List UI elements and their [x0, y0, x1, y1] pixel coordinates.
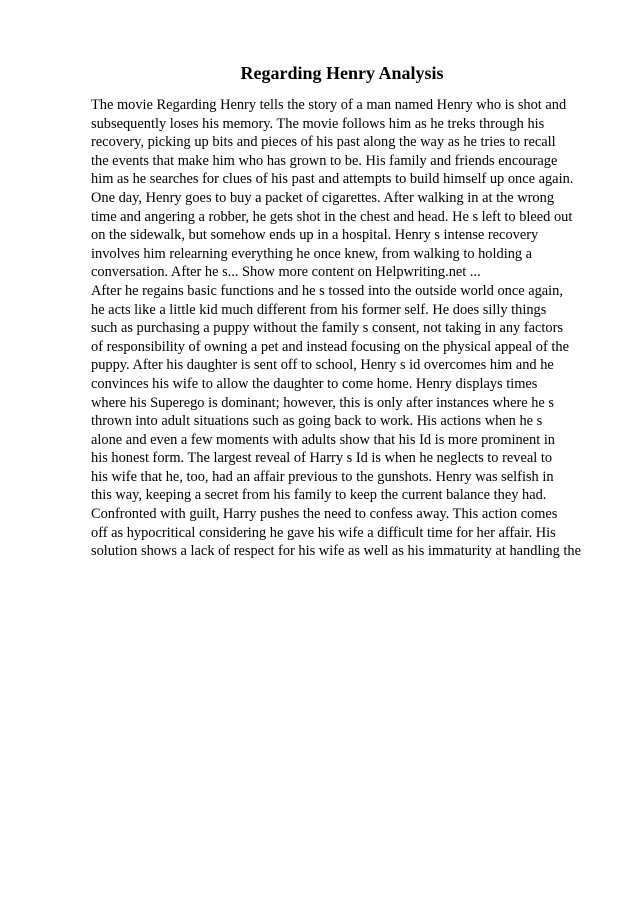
body-line: him as he searches for clues of his past and attempts to build himself up once again. [91, 171, 574, 188]
body-line: he acts like a little kid much different from his former self. He does silly things [91, 301, 547, 318]
body-line: solution shows a lack of respect for his wife as well as his immaturity at handling the [91, 543, 581, 560]
body-line: Confronted with guilt, Harry pushes the need to confess away. This action comes [91, 506, 558, 523]
body-line: on the sidewalk, but somehow ends up in a hospital. Henry s intense recovery [91, 227, 539, 244]
body-line: off as hypocritical considering he gave his wife a difficult time for her affair. His [91, 524, 556, 541]
body-line: recovery, picking up bits and pieces of his past along the way as he tries to recall [91, 134, 556, 151]
body-line: thrown into adult situations such as going back to work. His actions when he s [91, 413, 543, 430]
body-line: his honest form. The largest reveal of Harry s Id is when he neglects to reveal to [91, 450, 553, 467]
body-line: alone and even a few moments with adults show that his Id is more prominent in [91, 431, 556, 448]
body-line: his wife that he, too, had an affair previous to the gunshots. Henry was selfish in [91, 468, 554, 485]
body-line: time and angering a robber, he gets shot in the chest and head. He s left to bleed out [91, 208, 573, 225]
body-line: conversation. After he s... Show more content on Helpwriting.net ... [91, 264, 481, 281]
body-line: One day, Henry goes to buy a packet of cigarettes. After walking in at the wrong [91, 189, 555, 206]
body-line: After he regains basic functions and he s tossed into the outside world once again, [91, 282, 563, 299]
body-line: involves him relearning everything he once knew, from walking to holding a [91, 245, 533, 262]
body-line: subsequently loses his memory. The movie follows him as he treks through his [91, 115, 545, 132]
body-line: where his Superego is dominant; however, this is only after instances where he s [91, 394, 555, 411]
document-body [91, 96, 591, 561]
body-line: such as purchasing a puppy without the family s consent, not taking in any factors [91, 320, 563, 337]
body-line: this way, keeping a secret from his family to keep the current balance they had. [91, 487, 547, 504]
body-line: puppy. After his daughter is sent off to school, Henry s id overcomes him and he [91, 357, 554, 374]
body-line: convinces his wife to allow the daughter to come home. Henry displays times [91, 375, 538, 392]
body-line: The movie Regarding Henry tells the story of a man named Henry who is shot and [91, 97, 567, 113]
body-line: the events that make him who has grown to be. His family and friends encourage [91, 152, 558, 169]
document-title: Regarding Henry Analysis [240, 63, 444, 83]
body-line: of responsibility of owning a pet and instead focusing on the physical appeal of the [91, 338, 569, 355]
